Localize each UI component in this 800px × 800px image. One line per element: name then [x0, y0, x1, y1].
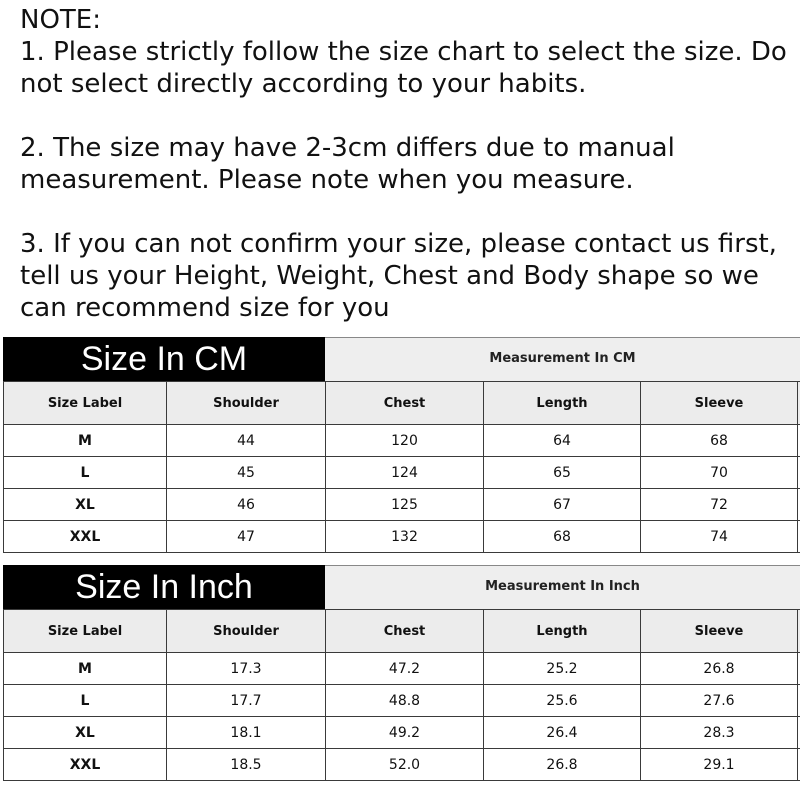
table-row: [4, 749, 800, 781]
table-cell: 120: [326, 425, 484, 457]
column-header: Size Label: [4, 382, 167, 425]
table-cell: 27.6: [641, 685, 798, 717]
table-cell: 49.2: [326, 717, 484, 749]
table-cell: 26.4: [484, 717, 641, 749]
table-cell: 17.7: [167, 685, 326, 717]
table-cell: 25.2: [484, 653, 641, 685]
table-cell: 70: [641, 457, 798, 489]
table-cell: 125: [326, 489, 484, 521]
table-cell: 124: [326, 457, 484, 489]
table-header-row: [4, 610, 800, 653]
table-cell: 47: [167, 521, 326, 553]
table-cell: 18.1: [167, 717, 326, 749]
size-chart-cm: [0, 337, 800, 545]
table-cell: 46: [167, 489, 326, 521]
column-header: Size Label: [4, 610, 167, 653]
table-row: [4, 425, 800, 457]
column-header: Length: [484, 382, 641, 425]
table-cell: 26.8: [641, 653, 798, 685]
table-cell: XXL: [4, 749, 167, 781]
notes-title: NOTE:: [20, 5, 101, 35]
table-cell: M: [4, 653, 167, 685]
table-cell: 29.1: [641, 749, 798, 781]
column-header: Sleeve: [641, 610, 798, 653]
table-cell: 48.8: [326, 685, 484, 717]
table-cell: 44: [167, 425, 326, 457]
table-cell: 26.8: [484, 749, 641, 781]
table-title: Size In Inch: [3, 565, 325, 609]
column-header: Shoulder: [167, 610, 326, 653]
table-cell: L: [4, 457, 167, 489]
column-header: Sleeve: [641, 382, 798, 425]
table-cell: 52.0: [326, 749, 484, 781]
table-row: [4, 457, 800, 489]
table-cell: 18.5: [167, 749, 326, 781]
table-row: [4, 653, 800, 685]
table-cell: 47.2: [326, 653, 484, 685]
table-cell: 64: [484, 425, 641, 457]
table-cell: M: [4, 425, 167, 457]
table-cell: 17.3: [167, 653, 326, 685]
table-header-row: [4, 382, 800, 425]
table-cell: 74: [641, 521, 798, 553]
note-item-2: 2. The size may have 2-3cm differs due to manual measurement. Please note when you measure.: [20, 133, 675, 195]
table-cell: XL: [4, 717, 167, 749]
table-cell: 68: [484, 521, 641, 553]
table-title: Size In CM: [3, 337, 325, 381]
table-header-bar: [0, 337, 800, 381]
table-cell: L: [4, 685, 167, 717]
table-subtitle: Measurement In CM: [325, 337, 800, 381]
table-header-bar: [0, 565, 800, 609]
table-cell: XXL: [4, 521, 167, 553]
note-item-3: 3. If you can not confirm your size, please contact us first, tell us your Height, Weight, Chest and Body shape so we can recommend size for you: [20, 229, 777, 323]
table-row: [4, 717, 800, 749]
table-cell: 45: [167, 457, 326, 489]
table-cell: XL: [4, 489, 167, 521]
size-chart-inch: [0, 565, 800, 773]
table-row: [4, 685, 800, 717]
table-cell: 72: [641, 489, 798, 521]
table-cell: 67: [484, 489, 641, 521]
table-cell: 68: [641, 425, 798, 457]
note-item-1: 1. Please strictly follow the size chart to select the size. Do not select directly according to your habits.: [20, 37, 787, 99]
table-cell: 132: [326, 521, 484, 553]
column-header: Shoulder: [167, 382, 326, 425]
table-cell: 28.3: [641, 717, 798, 749]
size-table-inch: [3, 609, 800, 781]
table-cell: 65: [484, 457, 641, 489]
column-header: Length: [484, 610, 641, 653]
table-cell: 25.6: [484, 685, 641, 717]
notes-section: [20, 4, 796, 324]
size-table-cm: [3, 381, 800, 553]
table-row: [4, 489, 800, 521]
column-header: Chest: [326, 610, 484, 653]
table-row: [4, 521, 800, 553]
column-header: Chest: [326, 382, 484, 425]
table-subtitle: Measurement In Inch: [325, 565, 800, 609]
